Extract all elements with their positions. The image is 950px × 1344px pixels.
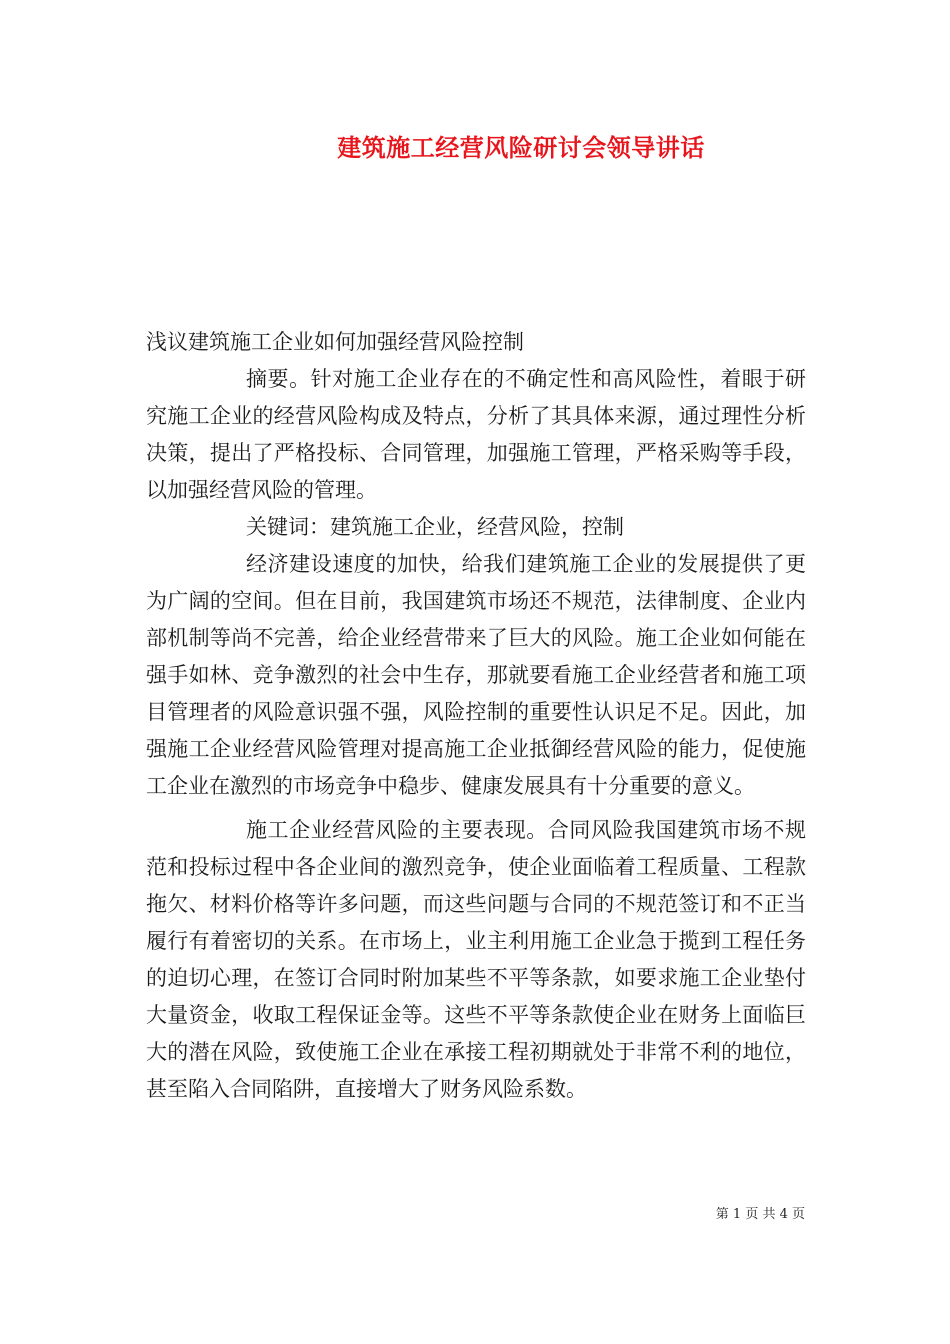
page-number: 第 1 页 共 4 页 xyxy=(715,1207,805,1222)
keywords-paragraph: 关键词：建筑施工企业，经营风险，控制 xyxy=(246,515,624,539)
abstract-paragraph: 摘要。针对施工企业存在的不确定性和高风险性，着眼于研究施工企业的经营风险构成及特点，分析了其具体来源，通过理性分析决策，提出了严格投标、合同管理，加强施工管理，严格采购等手段，以加强经营风险的管理。 xyxy=(146,367,806,502)
document-title: 建筑施工经营风险研讨会领导讲话 xyxy=(337,133,705,162)
document-body xyxy=(146,324,806,1108)
body-paragraph-2: 施工企业经营风险的主要表现。合同风险我国建筑市场不规范和投标过程中各企业间的激烈竞争，使企业面临着工程质量、工程款拖欠、材料价格等许多问题，而这些问题与合同的不规范签订和不正当履行有着密切的关系。在市场上，业主利用施工企业急于揽到工程任务的迫切心理，在签订合同时附加某些不平等条款，如要求施工企业垫付大量资金，收取工程保证金等。这些不平等条款使企业在财务上面临巨大的潜在风险，致使施工企业在承接工程初期就处于非常不利的地位，甚至陷入合同陷阱，直接增大了财务风险系数。 xyxy=(146,818,806,1101)
body-paragraph-1: 经济建设速度的加快，给我们建筑施工企业的发展提供了更为广阔的空间。但在目前，我国建筑市场还不规范，法律制度、企业内部机制等尚不完善，给企业经营带来了巨大的风险。施工企业如何能在强手如林、竞争激烈的社会中生存，那就要看施工企业经营者和施工项目管理者的风险意识强不强，风险控制的重要性认识足不足。因此，加强施工企业经营风险管理对提高施工企业抵御经营风险的能力，促使施工企业在激烈的市场竞争中稳步、健康发展具有十分重要的意义。 xyxy=(146,552,806,798)
document-subtitle: 浅议建筑施工企业如何加强经营风险控制 xyxy=(146,330,524,354)
